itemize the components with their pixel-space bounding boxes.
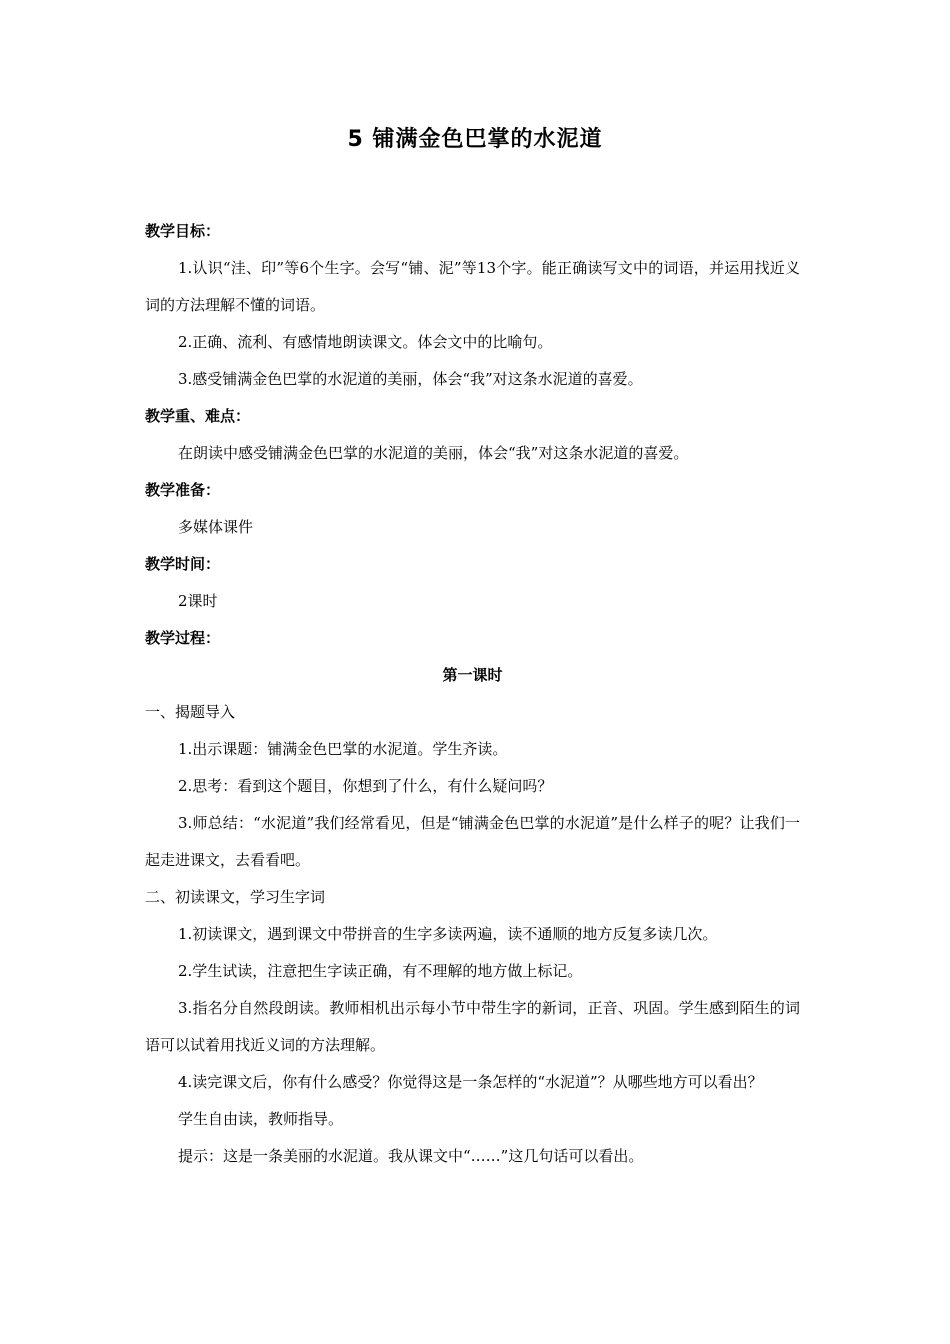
part-1-heading: 一、揭题导入	[145, 703, 236, 721]
goals-heading: 教学目标：	[145, 222, 221, 240]
process-heading: 教学过程：	[145, 629, 221, 647]
time-heading: 教学时间：	[145, 555, 221, 573]
key-points-text: 在朗读中感受铺满金色巴掌的水泥道的美丽，体会“我”对这条水泥道的喜爱。	[178, 444, 689, 462]
part-2-item-5: 学生自由读，教师指导。	[178, 1110, 344, 1128]
goal-2: 2.正确、流利、有感情地朗读课文。体会文中的比喻句。	[178, 333, 553, 351]
lesson-heading: 第一课时	[442, 666, 503, 684]
part-2-item-1: 1.初读课文，遇到课文中带拼音的生字多读两遍，读不通顺的地方反复多读几次。	[178, 925, 718, 943]
part-2-heading: 二、初读课文，学习生字词	[145, 888, 326, 906]
part-2-item-4: 4.读完课文后，你有什么感受？你觉得这是一条怎样的“水泥道”？从哪些地方可以看出？	[178, 1073, 763, 1091]
key-points-heading: 教学重、难点：	[145, 407, 251, 425]
goal-1: 1.认识“洼、印”等6个生字。会写“铺、泥”等13个字。能正确读写文中的词语，并运用找近义词的方法理解不懂的词语。	[145, 259, 800, 314]
time-text: 2课时	[178, 592, 218, 610]
part-2-item-6: 提示：这是一条美丽的水泥道。我从课文中“……”这几句话可以看出。	[178, 1147, 644, 1165]
document-body	[145, 213, 800, 1175]
part-2-item-2: 2.学生试读，注意把生字读正确，有不理解的地方做上标记。	[178, 962, 583, 980]
preparation-text: 多媒体课件	[178, 518, 254, 536]
part-1-item-1: 1.出示课题：铺满金色巴掌的水泥道。学生齐读。	[178, 740, 508, 758]
part-1-item-2: 2.思考：看到这个题目，你想到了什么，有什么疑问吗？	[178, 777, 553, 795]
goal-3: 3.感受铺满金色巴掌的水泥道的美丽，体会“我”对这条水泥道的喜爱。	[178, 370, 643, 388]
document-title: 5 铺满金色巴掌的水泥道	[347, 127, 603, 152]
preparation-heading: 教学准备：	[145, 481, 221, 499]
part-2-item-3: 3.指名分自然段朗读。教师相机出示每小节中带生字的新词，正音、巩固。学生感到陌生的词语可以试着用找近义词的方法理解。	[145, 999, 800, 1054]
part-1-item-3: 3.师总结：“水泥道”我们经常看见，但是“铺满金色巴掌的水泥道”是什么样子的呢？让我们一起走进课文，去看看吧。	[145, 814, 800, 869]
